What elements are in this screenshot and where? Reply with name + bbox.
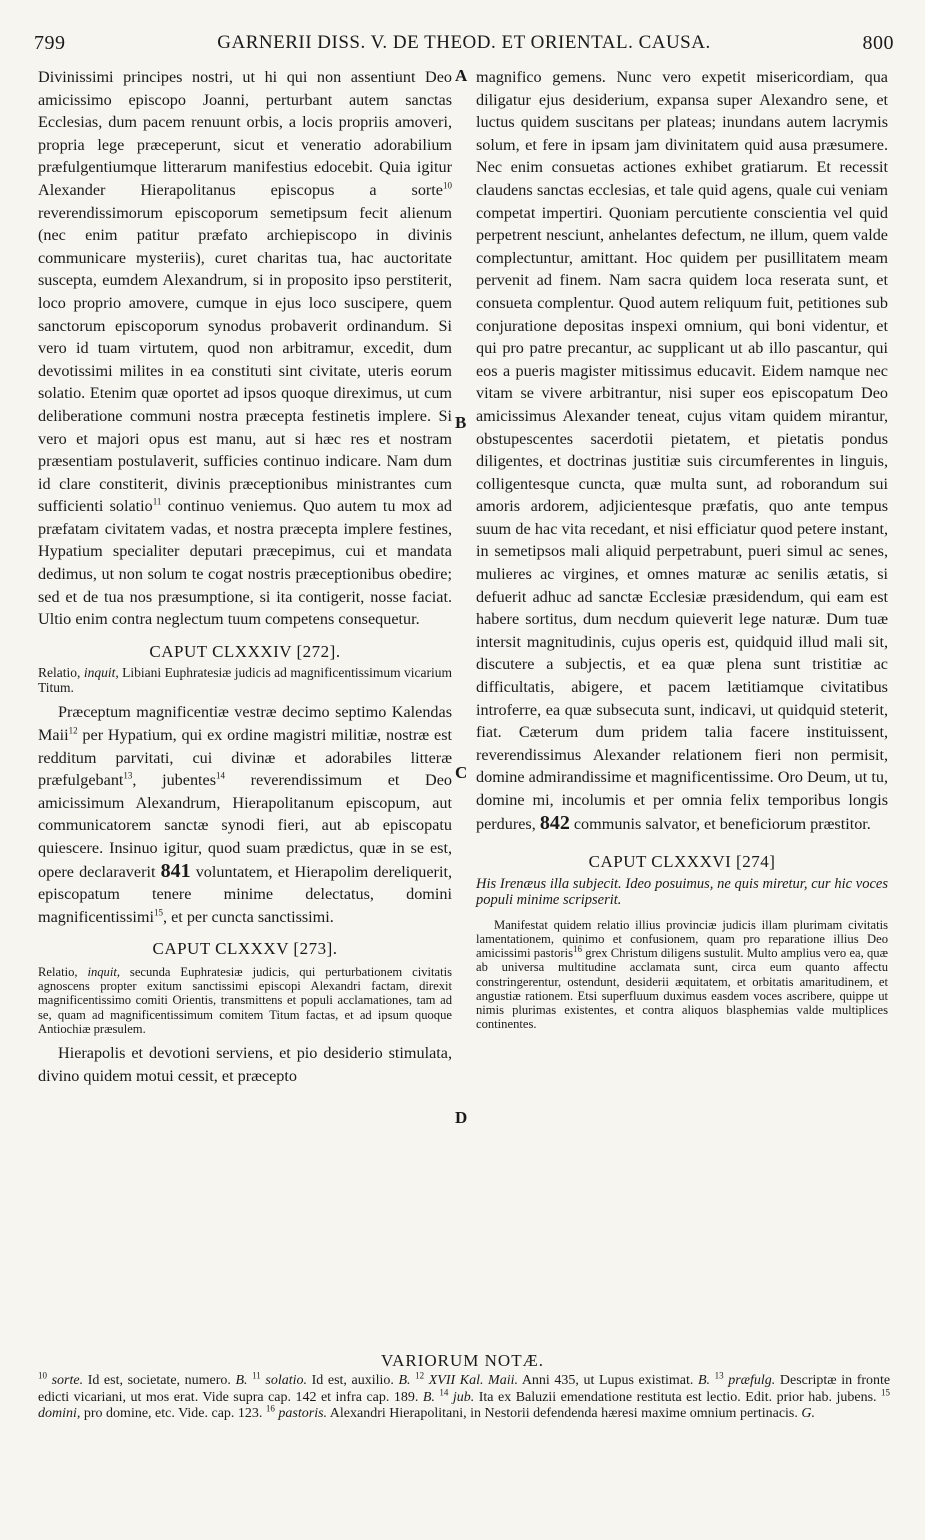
chapter-note-186: His Irenæus illa subjecit. Ideo posuimus, ne quis miretur, cur hic voces populi minime scripserit. [476,875,888,908]
page-number-left: 799 [34,32,66,54]
chapter-rubric-185: Relatio, inquit, secunda Euphratesiæ judicis, qui perturbationem civitatis agnoscens propter exitum sanctissimi episcopi Alexandri factam, direxit magnificentissimo comiti Orientis, transmittens et populi acclamationes, tam ad se, quam ad magnificentissimum comitem Titum factas, et ad ipsum quoque Antiochiæ præsulem. [38,964,452,1036]
margin-letter-a: A [455,66,468,85]
running-title: GARNERII DISS. V. DE THEOD. ET ORIENTAL. CAUSA. [217,32,711,53]
chapter-heading-186: CAPUT CLXXXVI [274] [588,852,776,872]
note-15: $^{15}$ domini, pro domine, etc. Vide. cap. 123. [38,1386,891,1421]
left-paragraph-2: Præceptum magnificentiæ vestræ decimo septimo Kalendas Maii$^{12}$ per Hypatium, qui ex ordine magistri militiæ, nostræ est redditum parvitati, cui divinæ et adorabiles litteræ præfulgebant$^{13}$, jubentes$^{14}$ reverendissimum et Deo amicissimum Alexandrum, Hierapolitanum episcopum, aut communicatorem sanctæ synodi fieri, aut ab episcopatu quiescere. Insinuo igitur, quod suam prædictus, quæ in se est, opere declaraverit 841 voluntatem, et Hierapolim dereliquerit, episcopatum tenere minime delectatus, domini magnificentissimi$^{15}$, et per cuncta sanctissimi. [38,703,453,926]
variorum-heading: VARIORUM NOTÆ. [381,1351,544,1370]
margin-letter-d: D [455,1108,468,1127]
footnote-ref: 13 [123,770,133,781]
running-header [34,30,894,60]
chapter-heading-184: CAPUT CLXXXIV [272]. [149,641,341,661]
chapter-rubric-184: Relatio, inquit, Libiani Euphratesiæ judicis ad magnificentissimum vicarium Titum. [38,665,452,696]
page-number-right: 800 [862,32,894,54]
left-paragraph-1: Divinissimi principes nostri, ut hi qui non assentiunt Deo amicissimo episcopo Joanni, perturbant autem sanctas Ecclesias, dum pacem renuunt orbis, a locis propriis amoveri, propria lege præceperunt, sicut et veneratio adorabilium præfulgentiumque litterarum manifestius edocebit. Quia igitur Alexander Hierapolitanus episcopus a sorte$^{10}$ reverendissimorum episcoporum semetipsum fecit alienum (nec enim patitur præfato archiepiscopo in divinis communicare mysteriis), curet charitas tua, hac auctoritate suscepta, eumdem Alexandrum, si in proposito ipso perstiterit, loco proprio amovere, cumque in ejus loco suscipere, quem sanctorum episcoporum synodus probaverit ordinandum. Si vero id tuam virtutem, quod non arbitramur, excedit, dum devotissimi milites in ea constituti sint civitate, uteris eorum solatio. Etenim quæ oportet ad ipsos quoque direximus, ut cum deliberatione communi nostra præcepta festinetis implere. Si vero et majori opus est manu, aut si hæc res et nostram præsentiam postulaverit, sufficies continuo indicare. Nam dum id clare constiterit, divinis præceptionibus ministrantes cum sufficienti solatio$^{11}$ continuo veniemus. Quo autem tu mox ad præfatam civitatem vadas, et nostra præcepta implere festines, Hypatium specialiter deputari præcepimus, cui et mandata dedimus, ut non solum te cogat nostris præceptionibus obedire; sed et de tua nos præsumptione, si ita contigerit, nosse faciat. Ultio enim contra neglectum tuum competens consequetur. [38,68,453,629]
note-14: $^{14}$ jub. Ita ex Baluzii emendatione restituta est lectio. Edit. prior hab. jubens. [439,1386,877,1405]
footnote-ref: 16 [572,944,582,954]
note-11: $^{11}$ solatio. Id est, auxilio. B. [252,1370,411,1388]
column-number-842: 842 [539,811,570,834]
right-paragraph-2: Manifestat quidem relatio illius provinciæ judicis illam plurimam civitatis lamentationem, quinimo et confusionem, quam pro reparatione illius Deo amicissimi pastoris$^{16}$ grex Christum diligens sustulit. Multo amplius vero ea, quæ ab universa multitudine acclamata sunt, circa eum quanto affectu constringerentur, ostendunt, desiderii æquitatem, et orbitatis amaritudinem, et angustiæ rationem. Etsi superfluum duximus easdem voces ascribere, quippe ut nimis plurimas existentes, et contra aliquos blasphemias valde multiplices continentes. [476,917,888,1032]
left-column [38,66,452,1087]
note-16: $^{16}$ pastoris. Alexandri Hierapolitani, in Nestorii defendenda hæresi maxime omnium pertinacis. G. [265,1403,815,1421]
variorum-notes [38,1370,891,1423]
right-column [476,66,888,1037]
footnote-ref: 10 [443,180,452,191]
note-12: $^{12}$ XVII Kal. Maii. Anni 435, ut Lupus existimat. B. [415,1370,711,1388]
margin-letter-c: C [455,763,468,782]
column-number-841: 841 [160,859,191,882]
right-paragraph-1: magnifico gemens. Nunc vero expetit misericordiam, qua diligatur ejus desiderium, expansa super Alexandro sene, et luctus quidem suscitans per plateas; inundans autem lacrymis solum, et fere in ipsam jam divinitatem quid ausa præsumere. Nec enim consuetas actiones exhibet gratiarum. Et recessit claudens sanctas ecclesias, et tale quid agens, quale cui veniam competat impertiri. Quoniam percutiente conscientia vel quid perpetrent nesciunt, anhelantes defectum, ne illum, quem valde complectuntur, amittant. Hoc quidem per pusillitatem meam pervenit ad finem. Nam sacra quidem loca reserata sunt, et consueta complentur. Quod autem reliquum fuit, petitiones sub conjuratione depositas inspexi omnium, qui boni videntur, et qui pro patre precantur, ac supplicant ut ab illo pascantur, qui eos a pueris magister mitissimus educavit. Eidem namque nec vitam se vivere arbitrantur, nisi super eos episcopatum Deo amicissimus Alexander teneat, cujus vitam quidem mirantur, obstupescentes sacerdotii pietatem, et pietatis pondus diligentes, et doctrinas justitiæ suis circumferentes in linguis, colligentesque cuncta, quæ multa sunt, ad roborandum sui amoris ardorem, adjicientesque præfatis, quo ante tempus suum de hac vita recedant, et nisi efficiatur quod petere instant, in semetipsos mali aliquid perpetrabunt, pueri simul ac senes, mulieres ac virgines, et omnes maturæ ac senilis ætatis, si defuerit adhuc ad sanctæ Ecclesiæ præsidendum, qui eam est habere sortitus, dum necdum quieverit lege naturæ. Dum tuæ intersit magnitudinis, cujus operis est, quidquid illud mali sit, discutere a subjectis, et ea quæ plena sunt tristitiæ ac difficultatis, abigere, et pacem lætitiamque civitatibus introferre, ea quæ subsecuta sunt, indicavi, ut quidquid steterit, fiat. Cæterum dum pridem talia facere instituissent, reverendissimus Alexander relationem fieri non permisit, domine admirandissime et magnificentissime. Oro Deum, ut tu, domine mi, incolumis et per omnia felix temporibus longis perdures, 842 communis salvator, et beneficiorum præstitor. [476,68,888,834]
margin-letter-b: B [455,413,467,432]
left-paragraph-3: Hierapolis et devotioni serviens, et pio desiderio stimulata, divino quidem motui cessit, et præcepto [38,1043,452,1085]
note-10: $^{10}$ sorte. Id est, societate, numero. B. [38,1370,248,1388]
footnote-ref: 14 [216,770,226,781]
footnote-ref: 11 [152,496,162,507]
footnote-ref: 15 [154,907,163,918]
chapter-heading-185: CAPUT CLXXXV [273]. [152,939,338,959]
footnote-ref: 12 [68,725,78,736]
note-13: $^{13}$ præfulg. Descriptæ in fronte edicti vicariani, ut mos erat. Vide supra cap. 142 et infra cap. 189. B. [38,1370,891,1405]
